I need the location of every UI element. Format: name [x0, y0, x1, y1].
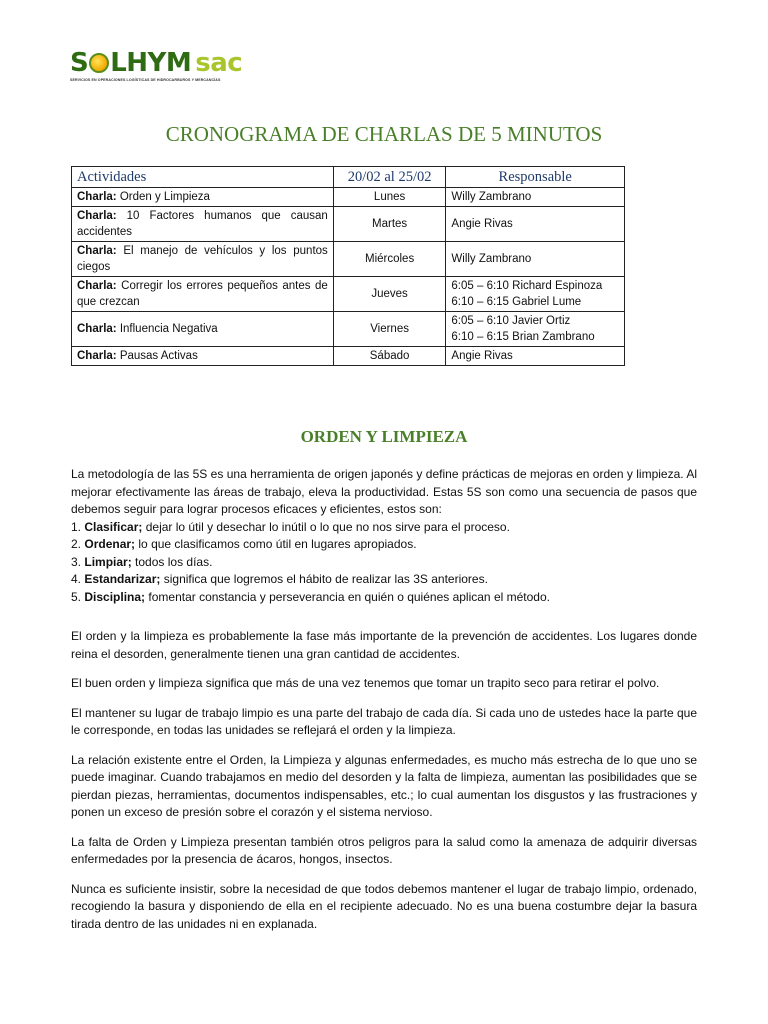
table-header-row: [72, 167, 625, 188]
list-item: [71, 589, 697, 607]
step-desc: todos los días.: [135, 554, 213, 569]
sun-icon: [89, 53, 109, 73]
logo-tagline: SERVICIOS EN OPERACIONES LOGÍSTICAS DE HIDROCARBUROS Y MERCANCÍAS: [70, 78, 221, 82]
schedule-table: [71, 166, 625, 366]
header-activities: Actividades: [72, 167, 334, 188]
step-number: 5.: [71, 589, 82, 604]
logo-s: S: [70, 48, 89, 78]
five-s-list: [71, 519, 697, 607]
intro-paragraph: La metodología de las 5S es una herramienta de origen japonés y define prácticas de mejoras en orden y limpieza. Al mejorar efectivamente las áreas de trabajo, eleva la productividad. Estas 5S son como una secuencia de pasos que debemos seguir para lograr procesos eficaces y eficientes, estos son:: [71, 467, 697, 516]
activity-cell: [72, 207, 334, 242]
responsible-cell: [446, 242, 625, 277]
responsible-slot-1: 6:05 – 6:10 Javier Ortiz: [451, 315, 571, 327]
charla-label: Charla:: [77, 191, 117, 203]
list-item: [71, 519, 697, 537]
step-desc: fomentar constancia y perseverancia en quién o quiénes aplican el método.: [148, 589, 550, 604]
responsible-name: Willy Zambrano: [451, 191, 532, 203]
responsible-name: Angie Rivas: [451, 350, 513, 362]
day-cell: Sábado: [333, 347, 446, 366]
body-paragraph: El orden y la limpieza es probablemente la fase más importante de la prevención de accidentes. Los lugares donde reina el desorden, generalmente tienen una gran cantidad de accidentes.: [71, 629, 697, 661]
step-number: 4.: [71, 572, 82, 586]
logo-suffix: sac: [195, 48, 243, 78]
body-paragraph: Nunca es suficiente insistir, sobre la necesidad de que todos debemos mantener el lugar de trabajo limpio, ordenado, recogiendo la basura y disponiendo de ella en el recipiente adecuado. No es una buena costumbre dejar la basura tirada dentro de las unidades ni en explanada.: [71, 881, 697, 931]
step-term: Clasificar;: [84, 519, 143, 534]
responsible-cell: [446, 277, 625, 312]
responsible-name: Angie Rivas: [451, 218, 513, 230]
step-term: Estandarizar;: [84, 572, 161, 586]
step-term: Limpiar;: [84, 554, 132, 569]
logo-wordmark: [70, 48, 243, 78]
body-paragraph: La relación existente entre el Orden, la Limpieza y algunas enfermedades, es mucho más estrecha de lo que uno se puede imaginar. Cuando trabajamos en medio del desorden y la falta de limpieza, aumentan las posibilidades que se pierdan piezas, herramientas, documentos indispensables, etc.; lo cual aumentan los disgustos y las frustraciones y ponen un exceso de presión sobre el corazón y el sistema nervioso.: [71, 752, 697, 819]
header-dates: 20/02 al 25/02: [333, 167, 446, 188]
responsible-cell: [446, 207, 625, 242]
day-cell: Miércoles: [333, 242, 446, 277]
table-row: [72, 277, 625, 312]
activity-topic: Influencia Negativa: [119, 323, 218, 335]
activity-topic: Corregir los errores pequeños antes de que crezcan: [77, 280, 328, 308]
step-term: Ordenar;: [84, 537, 136, 551]
header-responsible: Responsable: [446, 167, 625, 188]
document-body: [71, 466, 697, 945]
activity-cell: [72, 188, 334, 207]
responsible-name: Willy Zambrano: [451, 253, 532, 265]
responsible-slot-1: 6:05 – 6:10 Richard Espinoza: [451, 280, 603, 292]
list-item: [71, 571, 697, 589]
day-cell: Viernes: [333, 312, 446, 347]
list-item: [71, 554, 697, 572]
step-desc: lo que clasificamos como útil en lugares apropiados.: [138, 537, 417, 551]
responsible-cell: [446, 312, 625, 347]
step-desc: dejar lo útil y desechar lo inútil o lo que no nos sirve para el proceso.: [145, 519, 510, 534]
activity-cell: [72, 277, 334, 312]
activity-topic: 10 Factores humanos que causan accidentes: [77, 210, 328, 238]
step-number: 1.: [71, 519, 82, 534]
responsible-slot-2: 6:10 – 6:15 Brian Zambrano: [451, 331, 595, 343]
day-cell: Martes: [333, 207, 446, 242]
charla-label: Charla:: [77, 280, 117, 292]
activity-topic: Pausas Activas: [119, 350, 198, 362]
body-paragraph: El mantener su lugar de trabajo limpio es una parte del trabajo de cada día. Si cada uno de ustedes hace la parte que le corresponde, en todas las unidades se reflejará el orden y la limpieza.: [71, 705, 697, 737]
step-term: Disciplina;: [84, 589, 146, 604]
activity-topic: El manejo de vehículos y los puntos ciegos: [77, 245, 328, 273]
activity-cell: [72, 312, 334, 347]
activity-cell: [72, 347, 334, 366]
step-desc: significa que logremos el hábito de realizar las 3S anteriores.: [163, 572, 488, 586]
logo-lhym: LHYM: [110, 48, 192, 78]
step-number: 3.: [71, 554, 82, 569]
table-row: [72, 188, 625, 207]
table-row: [72, 312, 625, 347]
charla-label: Charla:: [77, 245, 117, 257]
body-paragraph: El buen orden y limpieza significa que más de una vez tenemos que tomar un trapito seco para retirar el polvo.: [71, 676, 660, 690]
activity-topic: Orden y Limpieza: [119, 191, 210, 203]
table-row: [72, 347, 625, 366]
responsible-slot-2: 6:10 – 6:15 Gabriel Lume: [451, 296, 582, 308]
step-number: 2.: [71, 537, 82, 551]
charla-label: Charla:: [77, 323, 117, 335]
body-paragraph: La falta de Orden y Limpieza presentan también otros peligros para la salud como la amenaza de adquirir diversas enfermedades por la presencia de ácaros, hongos, insectos.: [71, 834, 697, 866]
list-item: [71, 536, 697, 554]
page-title: CRONOGRAMA DE CHARLAS DE 5 MINUTOS: [165, 122, 603, 146]
table-row: [72, 207, 625, 242]
table-row: [72, 242, 625, 277]
charla-label: Charla:: [77, 210, 117, 222]
responsible-cell: [446, 347, 625, 366]
activity-cell: [72, 242, 334, 277]
day-cell: Lunes: [333, 188, 446, 207]
responsible-cell: [446, 188, 625, 207]
charla-label: Charla:: [77, 350, 117, 362]
day-cell: Jueves: [333, 277, 446, 312]
section-title: ORDEN Y LIMPIEZA: [300, 427, 468, 446]
company-logo: [70, 48, 243, 98]
